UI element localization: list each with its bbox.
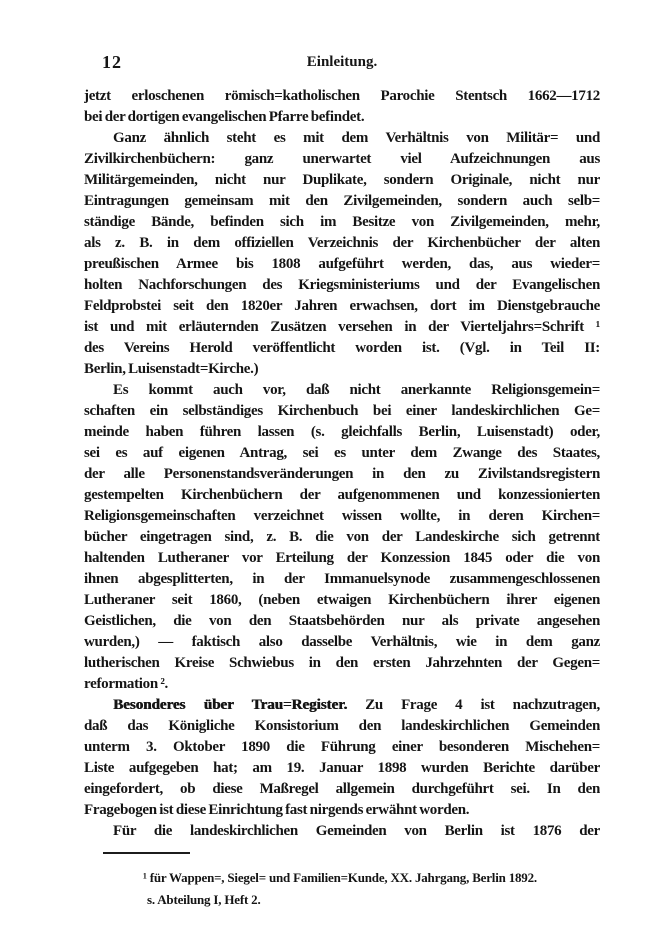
body-line: haltenden Lutheraner vor Erteilung der Konzession 1845 oder die von <box>84 550 600 566</box>
body-line: als z. B. in dem offiziellen Verzeichnis der Kirchenbücher der alten <box>84 235 600 251</box>
body-line-text: Zu Frage 4 ist nachzutragen, <box>365 697 600 713</box>
body-line: reformation ². <box>84 676 168 692</box>
body-line: Geistlichen, die von den Staatsbehörden nur als private angesehen <box>84 613 600 629</box>
body-line: gestempelten Kirchenbüchern der aufgenommenen und konzessionierten <box>84 487 600 503</box>
body-line <box>84 695 600 716</box>
paragraph-2 <box>84 128 600 380</box>
body-line: Militärgemeinden, nicht nur Duplikate, sondern Originale, nicht nur <box>84 172 600 188</box>
body-line: preußischen Armee bis 1808 aufgeführt werden, das, aus wieder= <box>84 256 600 272</box>
body-line: Eintragungen gemeinsam mit den Zivilgemeinden, sondern auch selb= <box>84 193 600 209</box>
body-text-column <box>84 86 600 842</box>
body-line: Es kommt auch vor, daß nicht anerkannte Religionsgemein= <box>113 382 600 398</box>
body-line: Für die landeskirchlichen Gemeinden von Berlin ist 1876 der <box>113 823 600 839</box>
body-line: ist und mit erläuternden Zusätzen versehen in der Vierteljahrs=Schrift ¹ <box>84 319 600 335</box>
body-line: eingefordert, ob diese Maßregel allgemein durchgeführt sei. In den <box>84 781 600 797</box>
footnote-block <box>84 867 600 911</box>
body-line: Berlin, Luisenstadt=Kirche.) <box>84 361 259 377</box>
body-line: jetzt erloschenen römisch=katholischen Parochie Stentsch 1662—1712 <box>84 88 600 104</box>
body-line: des Vereins Herold veröffentlicht worden ist. (Vgl. in Teil II: <box>84 340 600 356</box>
body-line: Zivilkirchenbüchern: ganz unerwartet viel Aufzeichnungen aus <box>84 151 600 167</box>
body-line: Religionsgemeinschaften verzeichnet wissen wollte, in deren Kirchen= <box>84 508 600 524</box>
body-line: sei es auf eigenen Antrag, sei es unter dem Zwange des Staates, <box>84 445 600 461</box>
body-line: Ganz ähnlich steht es mit dem Verhältnis von Militär= und <box>113 130 600 146</box>
body-line: ständige Bände, befinden sich im Besitze von Zivilgemeinden, mehr, <box>84 214 600 230</box>
body-line: bei der dortigen evangelischen Pfarre befindet. <box>84 109 365 125</box>
footnote-line: s. Abteilung I, Heft 2. <box>147 892 261 907</box>
body-line: lutherischen Kreise Schwiebus in den ersten Jahrzehnten der Gegen= <box>84 655 600 671</box>
body-line: meinde haben führen lassen (s. gleichfalls Berlin, Luisenstadt) oder, <box>84 424 600 440</box>
footnote-separator <box>103 852 190 854</box>
body-line: Fragebogen ist diese Einrichtung fast nirgends erwähnt worden. <box>84 802 470 818</box>
paragraph-4 <box>84 695 600 821</box>
body-line: holten Nachforschungen des Kriegsministeriums und der Evangelischen <box>84 277 600 293</box>
body-line: der alle Personenstandsveränderungen in den zu Zivilstandsregistern <box>84 466 600 482</box>
body-line: daß das Königliche Konsistorium den landeskirchlichen Gemeinden <box>84 718 600 734</box>
trau-register-heading: Besonderes über Trau=Register. <box>113 697 348 713</box>
paragraph-1 <box>84 86 600 128</box>
footnote-line: ¹ für Wappen=, Siegel= und Familien=Kunde, XX. Jahrgang, Berlin 1892. <box>143 870 537 885</box>
body-line: schaften ein selbständiges Kirchenbuch bei einer landeskirchlichen Ge= <box>84 403 600 419</box>
body-line: wurden,) — faktisch also dasselbe Verhältnis, wie in dem ganz <box>84 634 600 650</box>
paragraph-3 <box>84 380 600 695</box>
paragraph-5 <box>84 821 600 842</box>
body-line: Liste aufgegeben hat; am 19. Januar 1898 wurden Berichte darüber <box>84 760 600 776</box>
body-line: Feldprobstei seit den 1820er Jahren erwachsen, dort im Dienstgebrauche <box>84 298 600 314</box>
running-header-title: Einleitung. <box>306 54 378 70</box>
body-line: ihnen abgesplitterten, in der Immanuelsynode zusammengeschlossenen <box>84 571 600 587</box>
body-line: bücher eingetragen sind, z. B. die von der Landeskirche sich getrennt <box>84 529 600 545</box>
body-line: Lutheraner seit 1860, (neben etwaigen Kirchenbüchern ihrer eigenen <box>84 592 600 608</box>
page-number: 12 <box>102 52 122 72</box>
body-line: unterm 3. Oktober 1890 die Führung einer besonderen Mischehen= <box>84 739 600 755</box>
